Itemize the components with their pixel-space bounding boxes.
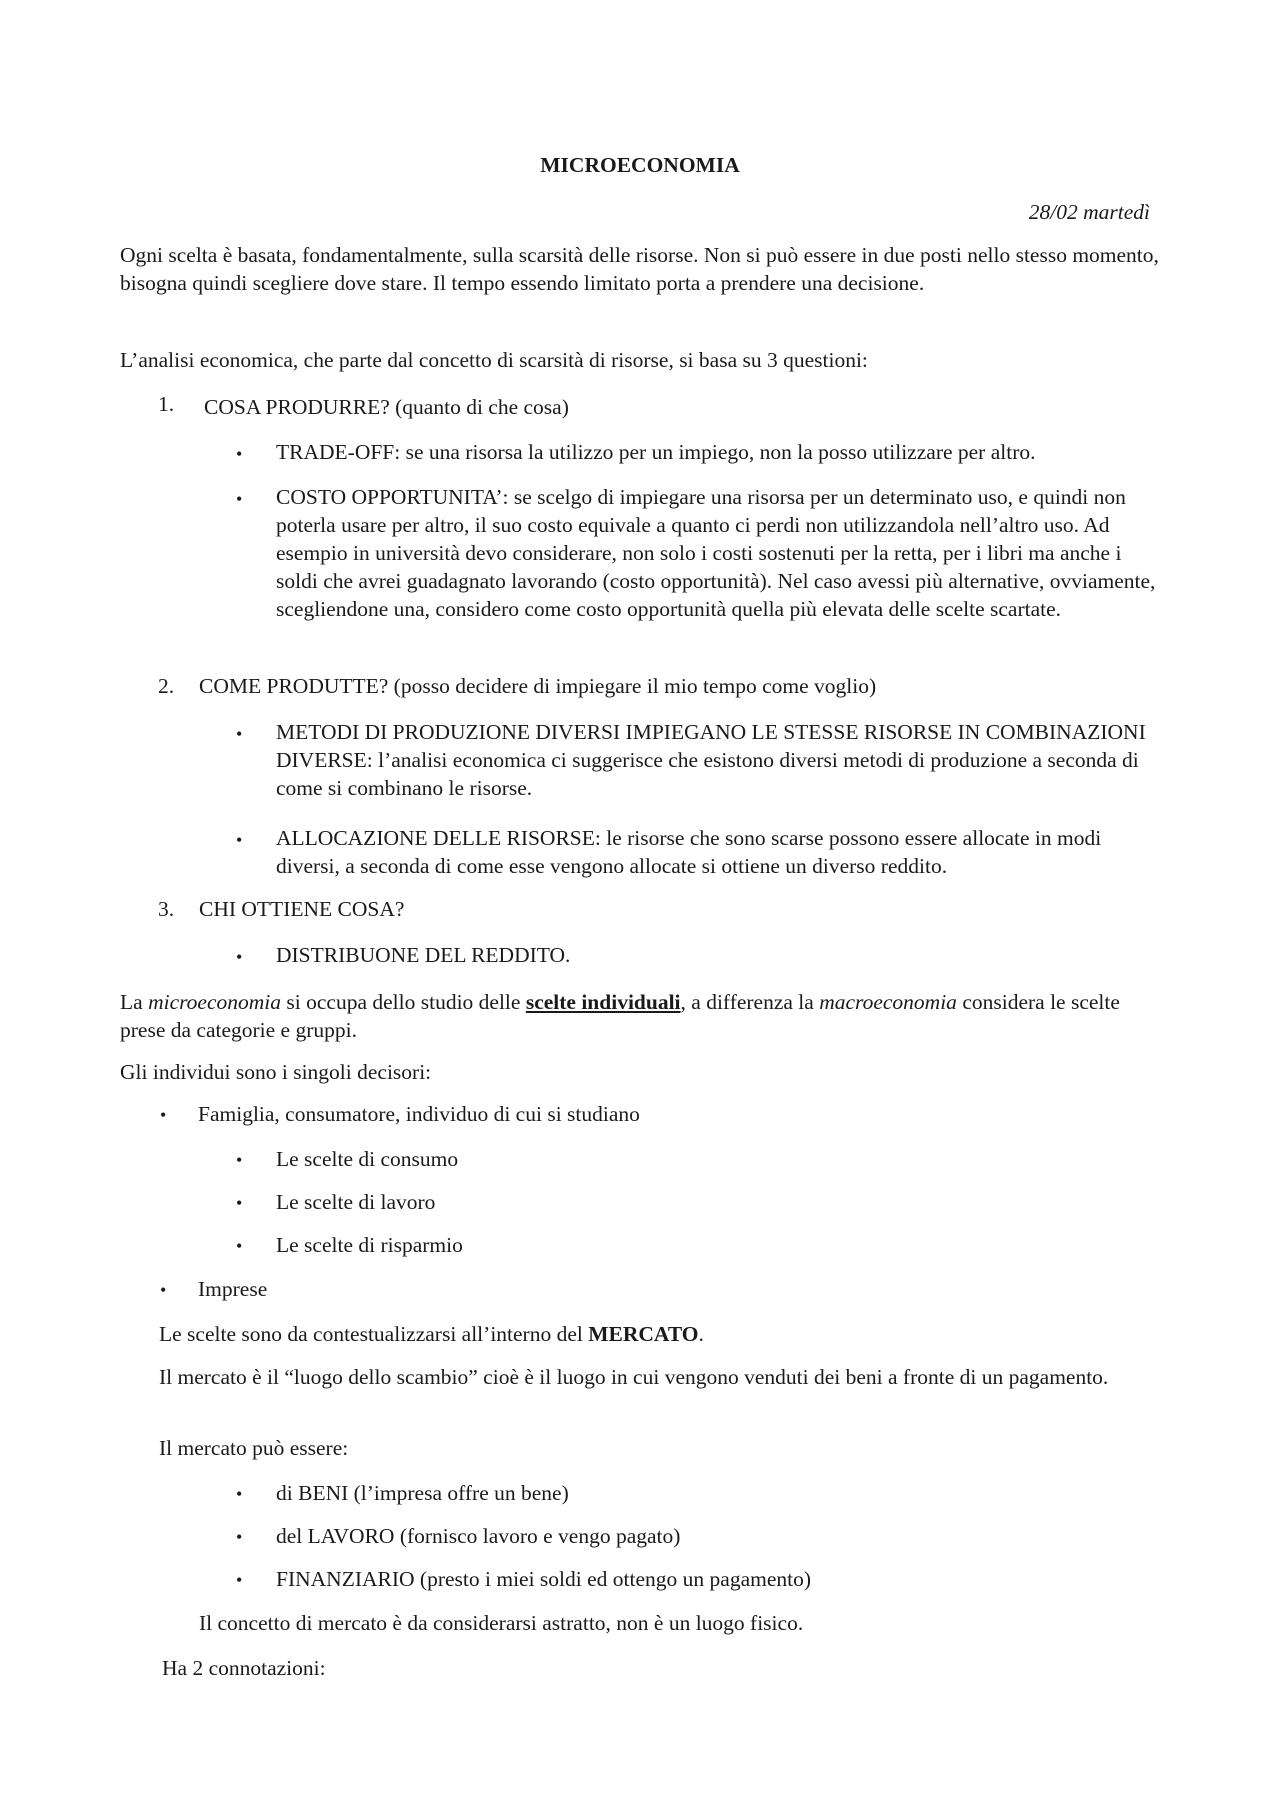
individui-paragraph: Gli individui sono i singoli decisori: <box>120 1060 432 1084</box>
list-item: COSTO OPPORTUNITA’: se scelgo di impiegare una risorsa per un determinato uso, e quindi non poterla usare per altro, il suo costo equivale a quanto ci perdi non utilizzandola nell’altro uso. Ad esempio in università devo considerare, non solo i costi sostenuti per la retta, per i libri ma anche i soldi che avrei guadagnato lavorando (costo opportunità). Nel caso avessi più alternative, ovviamente, scegliendone una, considero come costo opportunità quella più elevata delle scelte scartate. <box>276 485 1156 621</box>
bullet-icon: • <box>160 1105 167 1125</box>
list-item: di BENI (l’impresa offre un bene) <box>276 1481 569 1505</box>
list-item: Imprese <box>198 1277 268 1301</box>
astratto-paragraph: Il concetto di mercato è da considerarsi astratto, non è un luogo fisico. <box>199 1611 804 1635</box>
list-number: 2. <box>158 674 175 698</box>
bullet-icon: • <box>236 489 243 509</box>
connotazioni-paragraph: Ha 2 connotazioni: <box>162 1656 326 1680</box>
list-item: Le scelte di risparmio <box>276 1233 463 1257</box>
list-item: DISTRIBUONE DEL REDDITO. <box>276 943 571 967</box>
bullet-icon: • <box>236 724 243 744</box>
mercato-paragraph: Le scelte sono da contestualizzarsi all’interno del MERCATO. <box>159 1322 704 1346</box>
bullet-icon: • <box>160 1280 167 1300</box>
list-item: del LAVORO (fornisco lavoro e vengo pagato) <box>276 1524 681 1548</box>
list-item: FINANZIARIO (presto i miei soldi ed ottengo un pagamento) <box>276 1567 812 1591</box>
list-item: Le scelte di consumo <box>276 1147 459 1171</box>
list-item: METODI DI PRODUZIONE DIVERSI IMPIEGANO LE STESSE RISORSE IN COMBINAZIONI DIVERSE: l’analisi economica ci suggerisce che esistono diversi metodi di produzione a seconda di come si combinano le risorse. <box>276 720 1146 800</box>
question-heading: COSA PRODURRE? (quanto di che cosa) <box>204 395 569 419</box>
emphasis-text: scelte individuali <box>525 990 681 1014</box>
list-item: ALLOCAZIONE DELLE RISORSE: le risorse che sono scarse possono essere allocate in modi diversi, a seconda di come esse vengono allocate si ottiene un diverso reddito. <box>276 826 1102 878</box>
bullet-icon: • <box>236 444 243 464</box>
bullet-icon: • <box>236 830 243 850</box>
intro-paragraph: Ogni scelta è basata, fondamentalmente, sulla scarsità delle risorse. Non si può essere in due posti nello stesso momento, bisogna quindi scegliere dove stare. Il tempo essendo limitato porta a prendere una decisione. <box>120 243 1159 295</box>
list-item: Famiglia, consumatore, individuo di cui si studiano <box>198 1102 640 1126</box>
bullet-icon: • <box>236 1193 243 1213</box>
bullet-icon: • <box>236 1527 243 1547</box>
bullet-icon: • <box>236 1150 243 1170</box>
bullet-icon: • <box>236 1236 243 1256</box>
bullet-icon: • <box>236 1570 243 1590</box>
document-title: MICROECONOMIA <box>540 153 740 177</box>
bullet-icon: • <box>236 947 243 967</box>
mercato-types-intro: Il mercato può essere: <box>159 1436 349 1460</box>
mercato-definition: Il mercato è il “luogo dello scambio” cioè è il luogo in cui vengono venduti dei beni a fronte di un pagamento. <box>159 1365 1109 1389</box>
analisi-paragraph: L’analisi economica, che parte dal concetto di scarsità di risorse, si basa su 3 questioni: <box>120 348 868 372</box>
list-number: 3. <box>158 897 175 921</box>
question-heading: CHI OTTIENE COSA? <box>199 897 405 921</box>
question-heading: COME PRODUTTE? (posso decidere di impiegare il mio tempo come voglio) <box>199 674 877 698</box>
micro-paragraph: La microeconomia si occupa dello studio delle scelte individuali, a differenza la macroeconomia considera le scelte prese da categorie e gruppi. <box>120 990 1120 1042</box>
list-number: 1. <box>158 392 175 416</box>
document-date: 28/02 martedì <box>1028 200 1150 224</box>
bullet-icon: • <box>236 1484 243 1504</box>
list-item: Le scelte di lavoro <box>276 1190 436 1214</box>
list-item: TRADE-OFF: se una risorsa la utilizzo per un impiego, non la posso utilizzare per altro. <box>276 440 1036 464</box>
